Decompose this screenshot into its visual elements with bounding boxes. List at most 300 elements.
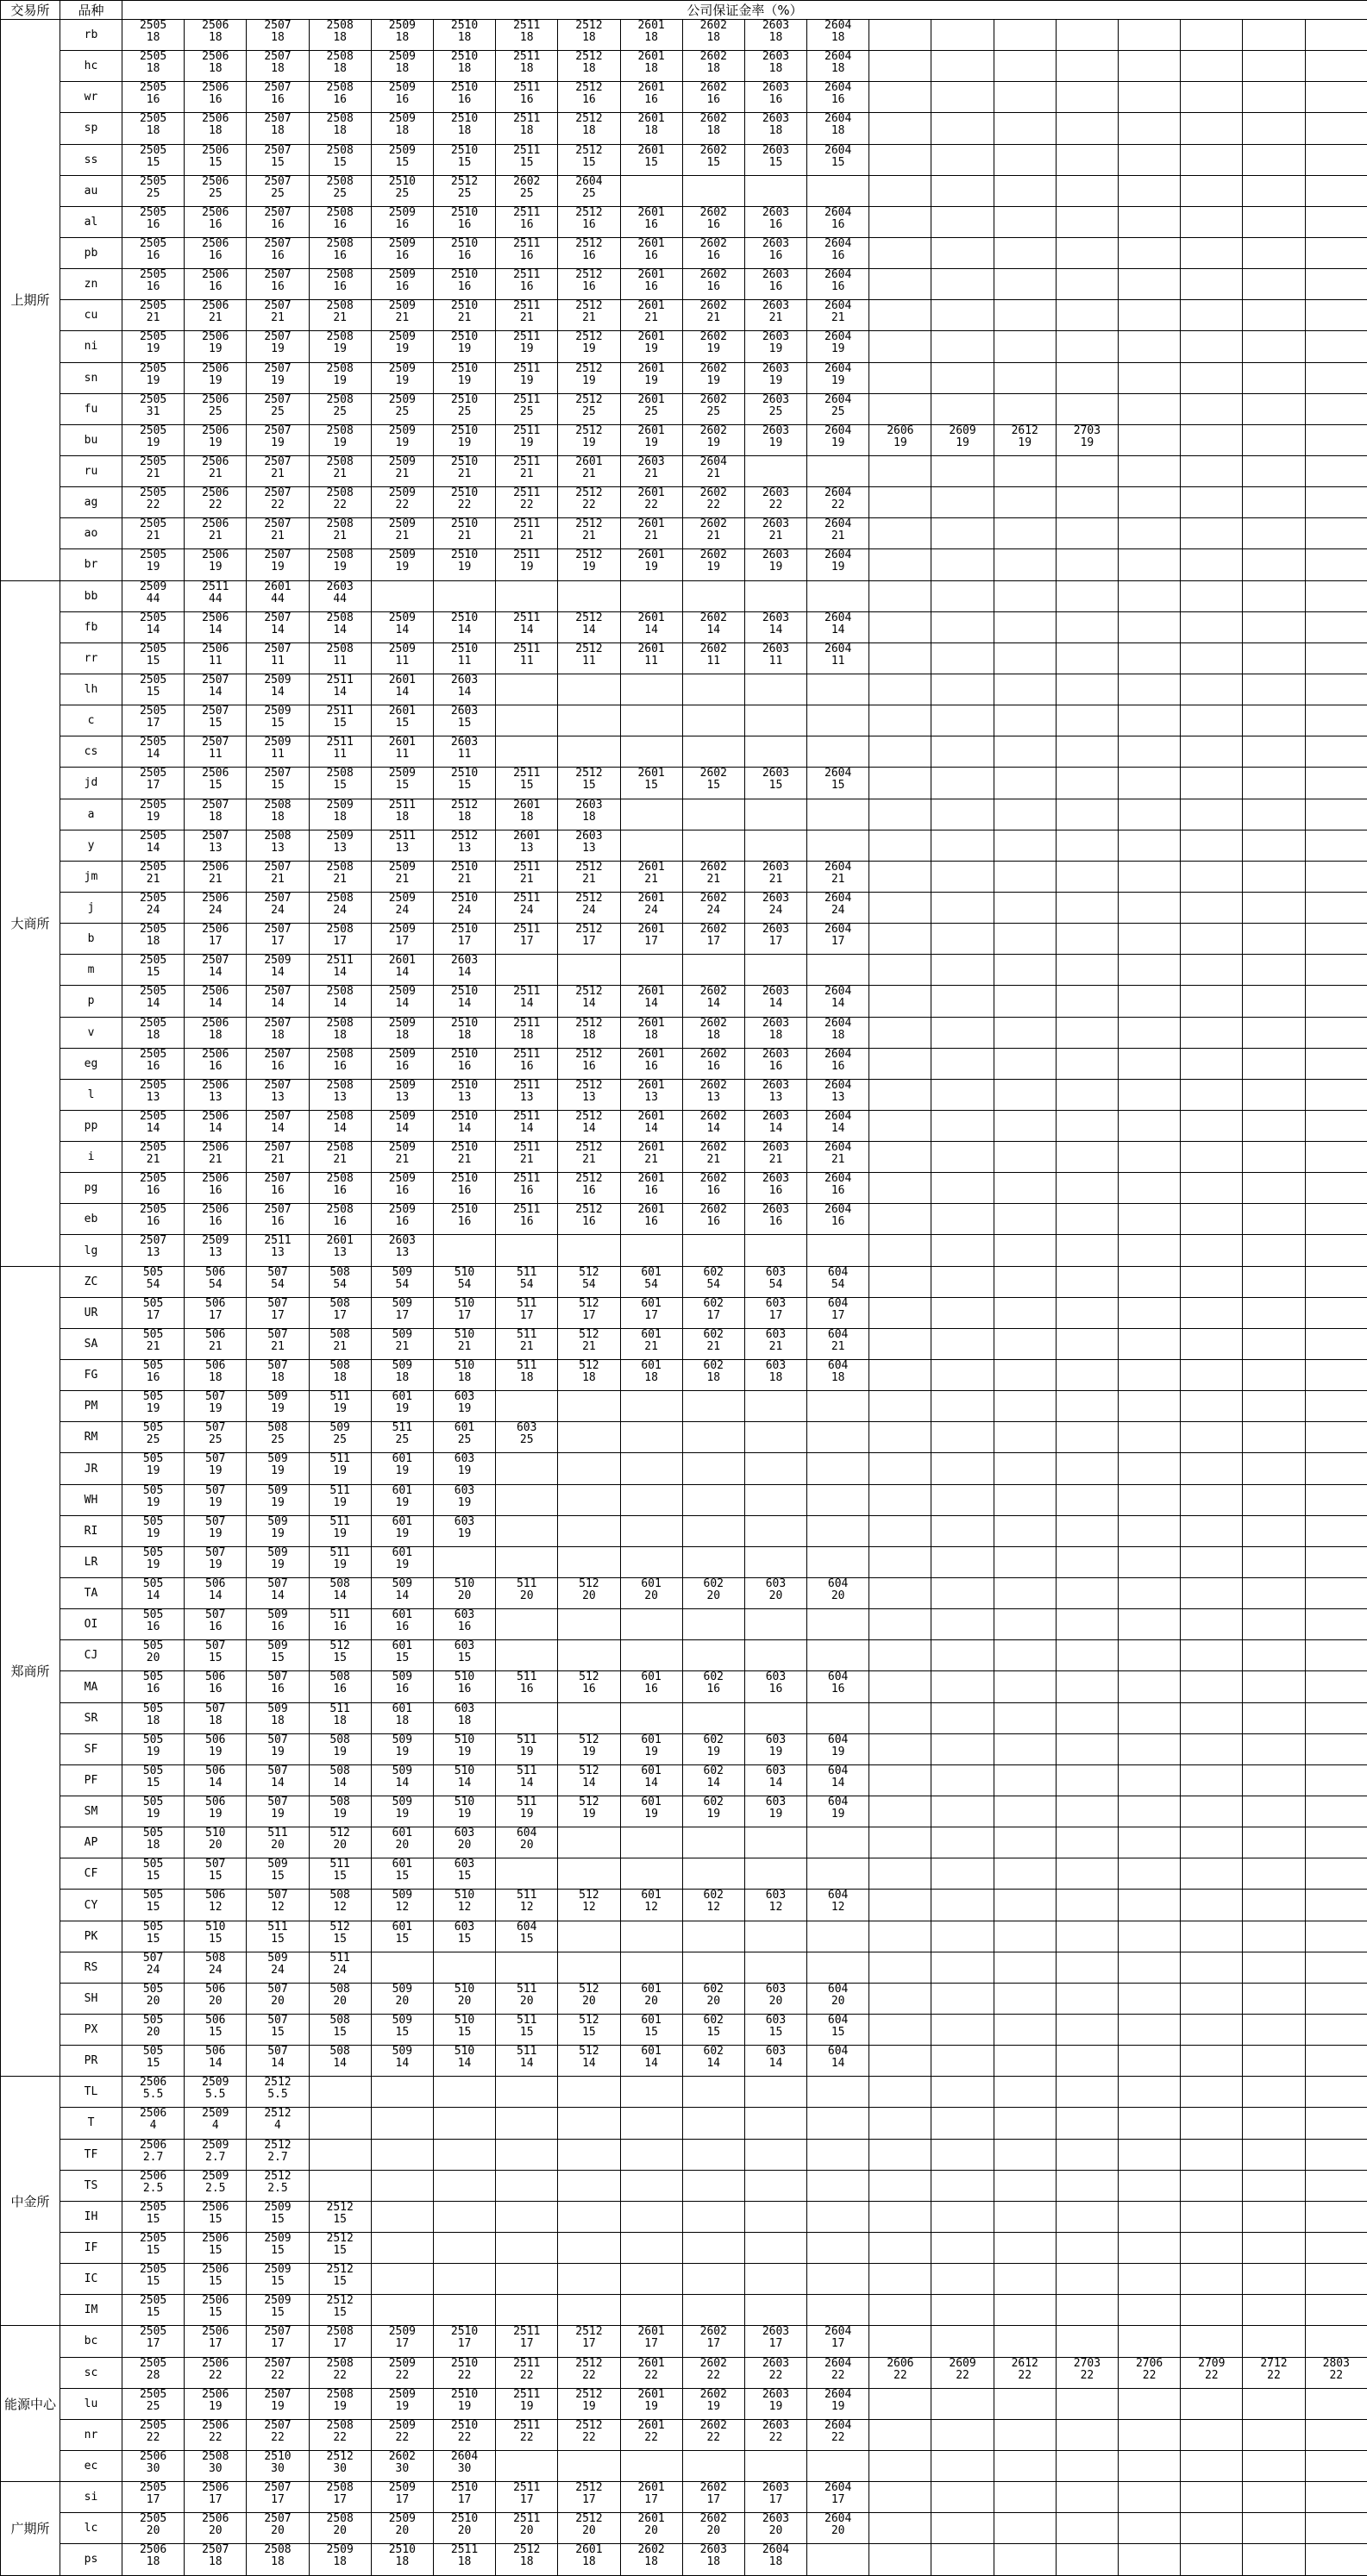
contract-cell: [433, 2544, 495, 2575]
margin-rate: 19: [185, 343, 246, 355]
contract-cell: [1056, 51, 1118, 82]
contract-cell: [371, 487, 433, 518]
contract-month: 2602: [621, 2544, 682, 2556]
table-row: [1, 2388, 1367, 2419]
margin-rate: 21: [372, 312, 433, 324]
product-code: cu: [60, 300, 122, 331]
margin-rate: 14: [185, 686, 246, 699]
contract-cell: [1243, 1578, 1305, 1609]
margin-rate: 13: [558, 1092, 619, 1104]
contract-month: 2604: [807, 1204, 868, 1216]
contract-month: 2604: [807, 549, 868, 561]
contract-cell: [496, 1546, 558, 1577]
contract-month: 2602: [683, 487, 744, 499]
margin-rate: 16: [185, 250, 246, 262]
contract-cell: [1056, 2388, 1118, 2419]
contract-month: 2512: [310, 2233, 371, 2245]
margin-rate: 16: [621, 1061, 682, 1073]
contract-month: 603: [434, 1391, 495, 1403]
contract-cell: [185, 1827, 247, 1858]
margin-rate: 16: [807, 219, 868, 231]
contract-cell: [433, 830, 495, 861]
product-code: SM: [60, 1796, 122, 1827]
contract-cell: [807, 455, 869, 486]
margin-rate: 21: [310, 530, 371, 542]
contract-month: 2603: [434, 955, 495, 967]
contract-cell: [931, 1983, 994, 2014]
contract-cell: [869, 1110, 931, 1141]
contract-cell: [309, 1266, 371, 1297]
margin-rate: 22: [683, 2432, 744, 2444]
contract-cell: [994, 113, 1056, 144]
contract-cell: [1243, 1453, 1305, 1484]
contract-month: 507: [247, 1890, 308, 1902]
contract-month: 2601: [621, 1080, 682, 1092]
margin-rate: 18: [683, 63, 744, 75]
contract-month: 512: [558, 1329, 619, 1341]
contract-cell: [309, 1921, 371, 1952]
margin-rate: 19: [745, 2401, 806, 2413]
product-code: RM: [60, 1422, 122, 1453]
contract-cell: [433, 518, 495, 549]
contract-month: 2505: [122, 924, 184, 936]
margin-rate: 14: [434, 2058, 495, 2070]
contract-month: 2511: [496, 238, 557, 250]
contract-cell: [620, 2170, 682, 2201]
contract-month: 2508: [310, 145, 371, 157]
contract-month: 2601: [621, 425, 682, 437]
contract-cell: [433, 736, 495, 768]
margin-rate: 16: [745, 250, 806, 262]
product-code: ni: [60, 331, 122, 362]
contract-month: 2508: [310, 207, 371, 219]
table-row: [1, 362, 1367, 393]
contract-month: 2505: [122, 549, 184, 561]
contract-month: 2511: [496, 51, 557, 63]
contract-cell: [1243, 1328, 1305, 1359]
contract-month: 2602: [683, 2326, 744, 2338]
contract-cell: [807, 487, 869, 518]
contract-cell: [682, 1921, 744, 1952]
contract-cell: [1119, 1671, 1181, 1702]
contract-cell: [620, 1983, 682, 2014]
contract-cell: [309, 1422, 371, 1453]
contract-month: 2511: [496, 893, 557, 905]
contract-month: 603: [496, 1422, 557, 1434]
contract-month: 2604: [807, 518, 868, 530]
table-row: [1, 1733, 1367, 1764]
contract-cell: [931, 206, 994, 237]
contract-cell: [558, 300, 620, 331]
contract-cell: [682, 1546, 744, 1577]
contract-cell: [807, 1858, 869, 1890]
contract-month: 2506: [185, 207, 246, 219]
contract-month: 507: [247, 1329, 308, 1341]
margin-rate: 24: [496, 905, 557, 917]
contract-cell: [869, 1360, 931, 1391]
contract-cell: [1181, 1546, 1243, 1577]
contract-cell: [869, 924, 931, 955]
contract-month: 2510: [434, 549, 495, 561]
contract-month: 2505: [122, 518, 184, 530]
contract-cell: [309, 2264, 371, 2295]
contract-month: 2604: [807, 487, 868, 499]
contract-month: 509: [372, 1734, 433, 1746]
contract-month: 2510: [434, 2513, 495, 2525]
margin-rate: 21: [122, 1341, 184, 1353]
contract-cell: [496, 1360, 558, 1391]
contract-month: 2509: [185, 2108, 246, 2120]
table-row: [1, 2264, 1367, 2295]
contract-cell: [1056, 1328, 1118, 1359]
contract-month: 2506: [185, 862, 246, 874]
contract-month: 2511: [496, 549, 557, 561]
contract-cell: [247, 2046, 309, 2077]
margin-rate: 14: [310, 1777, 371, 1789]
contract-cell: [1305, 830, 1367, 861]
contract-cell: [1056, 1952, 1118, 1983]
contract-cell: [744, 1733, 806, 1764]
table-row: [1, 2108, 1367, 2139]
contract-cell: [496, 1142, 558, 1173]
contract-month: 2601: [558, 2544, 619, 2556]
contract-cell: [558, 1453, 620, 1484]
contract-cell: [994, 924, 1056, 955]
contract-month: 2509: [372, 986, 433, 998]
margin-rate: 16: [372, 94, 433, 106]
contract-cell: [994, 518, 1056, 549]
margin-rate: 18: [310, 1030, 371, 1042]
margin-rate: 18: [434, 2556, 495, 2568]
contract-cell: [869, 580, 931, 611]
margin-rate: 22: [247, 2432, 308, 2444]
contract-cell: [931, 2015, 994, 2046]
contract-cell: [247, 1921, 309, 1952]
contract-cell: [682, 1640, 744, 1671]
contract-month: 2603: [558, 799, 619, 812]
contract-month: 2509: [372, 1018, 433, 1030]
margin-rate: 16: [310, 250, 371, 262]
contract-month: 2510: [434, 518, 495, 530]
contract-month: 603: [434, 1516, 495, 1528]
contract-month: 511: [496, 1578, 557, 1590]
margin-rate: 21: [372, 874, 433, 886]
margin-rate: 14: [247, 1777, 308, 1789]
contract-cell: [1181, 2170, 1243, 2201]
contract-month: 2510: [434, 986, 495, 998]
margin-rate: 15: [185, 2307, 246, 2319]
contract-cell: [1181, 51, 1243, 82]
contract-cell: [247, 705, 309, 736]
contract-cell: [869, 1640, 931, 1671]
contract-cell: [1305, 2170, 1367, 2201]
contract-cell: [682, 1578, 744, 1609]
contract-month: 2509: [372, 238, 433, 250]
margin-rate: 14: [310, 2058, 371, 2070]
contract-month: 511: [310, 1609, 371, 1621]
contract-month: 2601: [621, 2326, 682, 2338]
contract-cell: [433, 1858, 495, 1890]
contract-month: 505: [122, 1267, 184, 1279]
margin-rate: 22: [247, 2370, 308, 2382]
contract-cell: [994, 1391, 1056, 1422]
contract-cell: [807, 113, 869, 144]
contract-cell: [1119, 1733, 1181, 1764]
contract-month: 2602: [683, 82, 744, 94]
contract-month: 2601: [558, 456, 619, 468]
contract-month: 2508: [310, 2482, 371, 2494]
table-row: [1, 1890, 1367, 1921]
margin-rate: 4: [122, 2120, 184, 2132]
contract-month: 506: [185, 1329, 246, 1341]
contract-cell: [682, 642, 744, 674]
contract-cell: [1181, 642, 1243, 674]
contract-cell: [807, 1173, 869, 1204]
margin-rate: 14: [185, 967, 246, 979]
contract-month: 2603: [745, 20, 806, 32]
margin-rate: 24: [310, 905, 371, 917]
contract-month: 2506: [185, 20, 246, 32]
contract-month: 509: [372, 1267, 433, 1279]
table-row: [1, 1142, 1367, 1173]
table-row: [1, 1235, 1367, 1266]
margin-rate: 15: [621, 2027, 682, 2039]
margin-rate: 22: [558, 2370, 619, 2382]
contract-month: 2603: [745, 145, 806, 157]
contract-month: 509: [247, 1609, 308, 1621]
contract-cell: [247, 1297, 309, 1328]
contract-cell: [807, 1391, 869, 1422]
contract-month: 2510: [434, 2389, 495, 2401]
contract-cell: [433, 705, 495, 736]
margin-rate: 18: [310, 63, 371, 75]
contract-cell: [309, 2108, 371, 2139]
table-row: [1, 736, 1367, 768]
margin-rate: 15: [247, 1934, 308, 1946]
product-code: SH: [60, 1983, 122, 2014]
contract-cell: [620, 1235, 682, 1266]
contract-cell: [931, 2388, 994, 2419]
contract-month: 2512: [558, 2389, 619, 2401]
margin-rate: 22: [372, 2370, 433, 2382]
contract-cell: [807, 892, 869, 923]
contract-cell: [994, 487, 1056, 518]
contract-cell: [744, 1796, 806, 1827]
margin-rate: 22: [372, 2432, 433, 2444]
margin-rate: 15: [185, 157, 246, 169]
contract-month: 2512: [558, 20, 619, 32]
contract-month: 2505: [122, 893, 184, 905]
contract-cell: [1243, 362, 1305, 393]
contract-month: 2505: [122, 643, 184, 655]
contract-month: 2509: [372, 612, 433, 624]
margin-rate: 14: [558, 2058, 619, 2070]
contract-cell: [807, 1983, 869, 2014]
contract-cell: [1119, 1142, 1181, 1173]
contract-cell: [620, 1733, 682, 1764]
contract-month: 602: [683, 1671, 744, 1683]
contract-cell: [185, 1328, 247, 1359]
contract-month: 604: [807, 1360, 868, 1372]
contract-cell: [309, 1546, 371, 1577]
contract-cell: [1119, 269, 1181, 300]
contract-cell: [744, 206, 806, 237]
contract-month: 2602: [683, 425, 744, 437]
table-row: [1, 892, 1367, 923]
contract-cell: [1056, 2139, 1118, 2170]
margin-rate: 21: [310, 468, 371, 480]
margin-rate: 13: [372, 1247, 433, 1259]
product-code: CJ: [60, 1640, 122, 1671]
margin-rate: 14: [372, 1777, 433, 1789]
contract-cell: [1181, 393, 1243, 424]
contract-month: 2510: [434, 1049, 495, 1061]
table-row: [1, 549, 1367, 580]
contract-cell: [309, 892, 371, 923]
contract-cell: [496, 2139, 558, 2170]
contract-month: 2508: [310, 176, 371, 188]
margin-rate: 18: [185, 125, 246, 137]
margin-rate: 16: [745, 281, 806, 293]
contract-month: 603: [745, 2046, 806, 2058]
contract-cell: [122, 2326, 185, 2357]
contract-cell: [807, 2295, 869, 2326]
margin-rate: 18: [745, 63, 806, 75]
product-code: jd: [60, 768, 122, 799]
contract-cell: [931, 2450, 994, 2481]
contract-cell: [994, 455, 1056, 486]
contract-cell: [185, 1235, 247, 1266]
contract-cell: [122, 1204, 185, 1235]
product-code: i: [60, 1142, 122, 1173]
margin-rate: 17: [185, 1310, 246, 1322]
contract-month: 2602: [683, 300, 744, 312]
margin-rate: 15: [310, 718, 371, 730]
contract-month: 602: [683, 1765, 744, 1777]
margin-rate: 21: [434, 1154, 495, 1166]
contract-cell: [744, 861, 806, 892]
margin-rate: 21: [807, 530, 868, 542]
margin-rate: 15: [807, 780, 868, 792]
contract-cell: [994, 1484, 1056, 1515]
contract-cell: [185, 1764, 247, 1796]
contract-month: 2511: [310, 736, 371, 749]
contract-month: 508: [310, 1984, 371, 1996]
contract-cell: [247, 2201, 309, 2232]
margin-rate: 16: [185, 1216, 246, 1228]
contract-cell: [1243, 1484, 1305, 1515]
contract-cell: [807, 955, 869, 986]
contract-cell: [869, 611, 931, 642]
contract-cell: [1243, 1142, 1305, 1173]
contract-cell: [744, 1328, 806, 1359]
margin-rate: 17: [683, 2338, 744, 2350]
contract-cell: [1305, 362, 1367, 393]
contract-cell: [744, 518, 806, 549]
margin-rate: 15: [434, 1871, 495, 1883]
contract-month: 2602: [683, 1018, 744, 1030]
contract-cell: [1119, 1204, 1181, 1235]
contract-cell: [309, 1858, 371, 1890]
contract-month: 2509: [185, 2171, 246, 2183]
contract-cell: [1305, 1827, 1367, 1858]
contract-cell: [309, 2201, 371, 2232]
contract-month: 509: [247, 1952, 308, 1965]
table-row: [1, 1983, 1367, 2014]
contract-cell: [1056, 861, 1118, 892]
contract-month: 2603: [745, 207, 806, 219]
contract-cell: [371, 1764, 433, 1796]
contract-cell: [744, 113, 806, 144]
contract-month: 2505: [122, 705, 184, 718]
margin-rate: 19: [122, 343, 184, 355]
margin-rate: 18: [496, 2556, 557, 2568]
contract-cell: [247, 736, 309, 768]
contract-month: 2511: [496, 2420, 557, 2432]
margin-rate: 16: [372, 219, 433, 231]
margin-rate: 15: [122, 655, 184, 668]
contract-cell: [185, 2264, 247, 2295]
margin-rate: 11: [621, 655, 682, 668]
contract-month: 2601: [621, 862, 682, 874]
contract-month: 2505: [122, 862, 184, 874]
contract-month: 2505: [122, 2482, 184, 2494]
contract-month: 2601: [372, 736, 433, 749]
contract-cell: [994, 1297, 1056, 1328]
contract-month: 2603: [621, 456, 682, 468]
contract-month: 507: [185, 1609, 246, 1621]
margin-rate: 16: [434, 1061, 495, 1073]
contract-cell: [869, 82, 931, 113]
contract-cell: [247, 331, 309, 362]
contract-month: 506: [185, 1298, 246, 1310]
contract-month: 2509: [185, 2140, 246, 2152]
contract-cell: [682, 736, 744, 768]
margin-rate: 20: [496, 2525, 557, 2537]
margin-rate: 18: [434, 1715, 495, 1727]
margin-rate: 25: [372, 406, 433, 418]
margin-rate: 16: [185, 1621, 246, 1633]
product-code: IM: [60, 2295, 122, 2326]
product-code: y: [60, 830, 122, 861]
margin-rate: 19: [122, 1746, 184, 1758]
contract-cell: [620, 331, 682, 362]
contract-cell: [309, 1142, 371, 1173]
contract-month: 2506: [185, 612, 246, 624]
table-row: [1, 2232, 1367, 2263]
contract-month: 2512: [558, 612, 619, 624]
margin-rate: 21: [247, 530, 308, 542]
contract-cell: [309, 518, 371, 549]
contract-cell: [433, 2513, 495, 2544]
contract-cell: [122, 2450, 185, 2481]
contract-month: 2511: [496, 768, 557, 780]
contract-cell: [682, 82, 744, 113]
contract-month: 2604: [807, 145, 868, 157]
contract-month: 2510: [434, 1142, 495, 1154]
margin-rate: 13: [496, 1092, 557, 1104]
contract-cell: [1056, 705, 1118, 736]
contract-cell: [620, 1546, 682, 1577]
contract-cell: [1243, 1921, 1305, 1952]
contract-month: 2511: [496, 394, 557, 406]
contract-cell: [1181, 2201, 1243, 2232]
margin-rate: 18: [372, 1715, 433, 1727]
contract-cell: [433, 1266, 495, 1297]
contract-month: 2509: [372, 2420, 433, 2432]
contract-cell: [931, 393, 994, 424]
contract-month: 2603: [745, 1111, 806, 1123]
